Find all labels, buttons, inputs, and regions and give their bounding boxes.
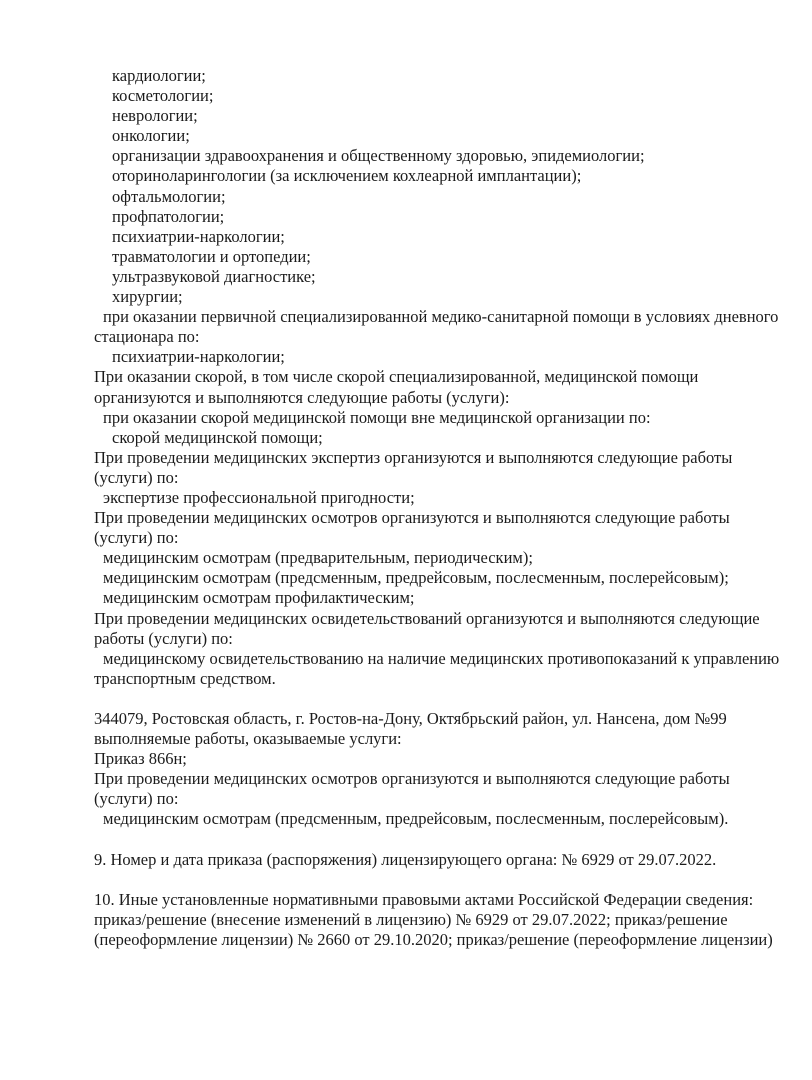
- text-line: организации здравоохранения и общественному здоровью, эпидемиологии;: [112, 146, 645, 166]
- text-line: при оказании первичной специализированной медико-санитарной помощи в условиях дневного: [103, 307, 779, 327]
- text-line: медицинскому освидетельствованию на наличие медицинских противопоказаний к управлению: [103, 648, 780, 668]
- text-line: медицинским осмотрам (предсменным, предрейсовым, послесменным, послерейсовым);: [103, 568, 729, 588]
- text-line: хирургии;: [112, 287, 183, 307]
- text-line: офтальмологии;: [112, 186, 226, 206]
- text-line: профпатологии;: [112, 206, 225, 226]
- text-line: оториноларингологии (за исключением кохлеарной имплантации);: [112, 166, 582, 186]
- text-line: (услуги) по:: [94, 467, 179, 487]
- text-line: При проведении медицинских осмотров организуются и выполняются следующие работы: [94, 769, 730, 789]
- text-line: психиатрии-наркологии;: [112, 347, 285, 367]
- text-line: психиатрии-наркологии;: [112, 226, 285, 246]
- text-line: При проведении медицинских осмотров организуются и выполняются следующие работы: [94, 508, 730, 528]
- text-line: 9. Номер и дата приказа (распоряжения) лицензирующего органа: № 6929 от 29.07.2022.: [94, 849, 717, 869]
- text-line: стационара по:: [94, 327, 200, 347]
- text-line: кардиологии;: [112, 66, 206, 85]
- text-line: транспортным средством.: [94, 668, 276, 688]
- text-line: При проведении медицинских освидетельствований организуются и выполняются следующие: [94, 608, 760, 628]
- blank-line: [94, 689, 778, 709]
- text-line: экспертизе профессиональной пригодности;: [103, 487, 415, 507]
- text-line: приказ/решение (внесение изменений в лицензию) № 6929 от 29.07.2022; приказ/решение: [94, 909, 728, 929]
- text-line: работы (услуги) по:: [94, 628, 233, 648]
- text-line: скорой медицинской помощи;: [112, 427, 323, 447]
- text-line: медицинским осмотрам профилактическим;: [103, 588, 415, 608]
- document-text-body: [94, 66, 778, 950]
- text-line: онкологии;: [112, 126, 190, 146]
- text-line: Приказ 866н;: [94, 749, 187, 769]
- blank-line: [94, 830, 778, 850]
- text-line: косметологии;: [112, 86, 214, 106]
- text-line: организуются и выполняются следующие работы (услуги):: [94, 387, 510, 407]
- text-line: выполняемые работы, оказываемые услуги:: [94, 729, 402, 749]
- text-line: 344079, Ростовская область, г. Ростов-на-Дону, Октябрьский район, ул. Нансена, дом №99: [94, 709, 727, 728]
- text-line: неврологии;: [112, 106, 198, 126]
- text-line: (услуги) по:: [94, 789, 179, 809]
- text-line: (услуги) по:: [94, 528, 179, 548]
- text-line: ультразвуковой диагностике;: [112, 266, 316, 286]
- text-line: При проведении медицинских экспертиз организуются и выполняются следующие работы: [94, 447, 733, 467]
- text-line: (переоформление лицензии) № 2660 от 29.10.2020; приказ/решение (переоформление лицензии): [94, 930, 773, 950]
- text-line: травматологии и ортопедии;: [112, 246, 311, 266]
- text-line: медицинским осмотрам (предварительным, периодическим);: [103, 548, 533, 568]
- text-line: 10. Иные установленные нормативными правовыми актами Российской Федерации сведения:: [94, 889, 754, 909]
- text-line: При оказании скорой, в том числе скорой специализированной, медицинской помощи: [94, 367, 699, 387]
- text-line: медицинским осмотрам (предсменным, предрейсовым, послесменным, послерейсовым).: [103, 809, 729, 829]
- blank-line: [94, 870, 778, 890]
- text-line: при оказании скорой медицинской помощи вне медицинской организации по:: [103, 407, 651, 427]
